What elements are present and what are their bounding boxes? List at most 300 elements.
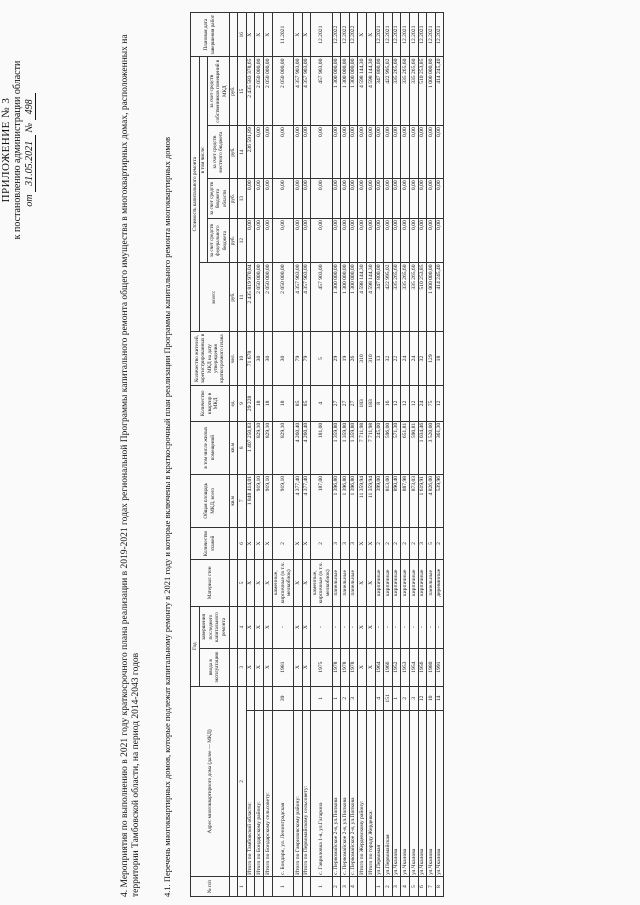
unit-living: кв.м xyxy=(229,421,238,474)
cell-num: 14 xyxy=(435,686,444,710)
cell-y2: - xyxy=(384,606,393,648)
cell-num: 39 xyxy=(272,686,293,710)
col-num: 10 xyxy=(238,331,247,385)
number-label: № xyxy=(24,122,35,133)
cell-y2: - xyxy=(392,606,401,648)
number-value: 498 xyxy=(24,93,36,120)
cell-fed: 0,00 xyxy=(427,219,436,263)
date-prefix: от xyxy=(24,194,35,207)
cell-wall: кирпичные xyxy=(384,560,393,606)
cell-area: 4 377,40 xyxy=(302,474,311,527)
housing-table xyxy=(190,12,444,897)
cell-fed: 0,00 xyxy=(435,219,444,263)
th-year-repair: завершения последнего капитального ремонта xyxy=(199,606,229,648)
unit-owners: руб. xyxy=(229,57,238,126)
cell-date: 11.2021 xyxy=(272,13,293,57)
cell-num xyxy=(246,686,255,710)
th-flats: Количество квартир в МКД xyxy=(191,386,230,421)
cell-n: 7 xyxy=(427,877,436,897)
cell-n xyxy=(246,877,255,897)
cell-fed: 0,00 xyxy=(384,219,393,263)
cell-y1: 1975 xyxy=(311,648,332,686)
cell-n: 8 xyxy=(435,877,444,897)
cell-fl: X xyxy=(293,527,302,559)
cell-num: 10 xyxy=(427,686,436,710)
col-num: 5 xyxy=(238,560,247,606)
cell-flats: 183 xyxy=(358,386,367,421)
cell-fed: 0,00 xyxy=(341,219,350,263)
cell-n: 1 xyxy=(311,877,332,897)
cell-flats: 27 xyxy=(349,386,358,421)
cell-wall: каменные, кирпичные (в т.ч. мелкоблок) xyxy=(272,560,293,606)
th-residents: Количество жителей, зарегистрированных в МКД на дату утверждения краткосрочного плана xyxy=(191,331,230,385)
cell-res: 310 xyxy=(366,331,375,385)
cell-wall: кирпичные xyxy=(418,560,427,606)
cell-res: 32 xyxy=(384,331,393,385)
cell-y1: 1978 xyxy=(341,648,350,686)
cell-date: X xyxy=(293,13,302,57)
table-row xyxy=(375,13,384,897)
cell-fl: 3 xyxy=(332,527,341,559)
cell-reg: 0,00 xyxy=(427,179,436,219)
cell-mun: 0,00 xyxy=(418,126,427,179)
cell-mun: 0,00 xyxy=(341,126,350,179)
unit-fed: руб. xyxy=(229,219,238,263)
cell-total: 1 300 000,00 xyxy=(341,263,350,332)
cell-y1: X xyxy=(358,648,367,686)
cell-fed: 0,00 xyxy=(246,219,255,263)
cell-fl: X xyxy=(263,527,272,559)
cell-own: 1 000 000,00 xyxy=(427,57,436,126)
cell-flats: 8 xyxy=(375,386,384,421)
cell-fed: 0,00 xyxy=(272,219,293,263)
cell-living: 1 407 250,83 xyxy=(246,421,255,474)
cell-y2: X xyxy=(293,606,302,648)
cell-living: 7 711,98 xyxy=(366,421,375,474)
cell-num: 2 xyxy=(401,686,410,710)
cell-addr: ул.Первомая xyxy=(375,711,384,877)
cell-y2: X xyxy=(246,606,255,648)
cell-flats: 24 xyxy=(418,386,427,421)
cell-y2: X xyxy=(358,606,367,648)
cell-n xyxy=(366,877,375,897)
cell-fed: 0,00 xyxy=(366,219,375,263)
col-num: 2 xyxy=(238,686,247,876)
cell-fl: X xyxy=(366,527,375,559)
cell-n: 6 xyxy=(418,877,427,897)
table-row xyxy=(302,13,311,897)
cell-area: 1 396,80 xyxy=(332,474,341,527)
cell-flats: 18 xyxy=(263,386,272,421)
cell-total: 4 357 903,00 xyxy=(302,263,311,332)
cell-num xyxy=(263,686,272,710)
section-4-1-heading: 4.1. Перечень многоквартирных домов, которые подлежат капитальному ремонту в 2021 году и которые включены в краткосрочный план реализации Программы капитального ремонта многоквартирных домов xyxy=(162,136,172,897)
cell-living: 596,00 xyxy=(384,421,393,474)
table-row xyxy=(418,13,427,897)
cell-res: 18 xyxy=(435,331,444,385)
cell-addr: ул.Чкалова xyxy=(409,711,418,877)
cell-area: 919,10 xyxy=(255,474,264,527)
cell-y2: - xyxy=(311,606,332,648)
cell-wall: панельные xyxy=(332,560,341,606)
cell-reg: 0,00 xyxy=(409,179,418,219)
cell-total: 2 050 000,00 xyxy=(263,263,272,332)
cell-addr: с. Первомайское 2-я, ул.Попкова xyxy=(332,711,341,877)
cell-fl: X xyxy=(255,527,264,559)
cell-flats: 16 xyxy=(384,386,393,421)
cell-y2: X xyxy=(366,606,375,648)
cell-wall: кирпичные xyxy=(401,560,410,606)
cell-flats: 12 xyxy=(409,386,418,421)
cell-mun: 0,00 xyxy=(384,126,393,179)
cell-own: 335 265,60 xyxy=(409,57,418,126)
cell-fed: 0,00 xyxy=(311,219,332,263)
cell-flats: 183 xyxy=(366,386,375,421)
cell-area: 813,00 xyxy=(384,474,393,527)
cell-living: 181,00 xyxy=(311,421,332,474)
cell-fed: 0,00 xyxy=(375,219,384,263)
cell-wall: X xyxy=(293,560,302,606)
cell-y2: X xyxy=(263,606,272,648)
cell-total: 510 253,85 xyxy=(418,263,427,332)
cell-addr: ул.Чкалова xyxy=(418,711,427,877)
th-living-area: в том числе жилых помещений xyxy=(191,421,230,474)
cell-n: 2 xyxy=(384,877,393,897)
cell-living: 4 260,40 xyxy=(302,421,311,474)
cell-n xyxy=(358,877,367,897)
cell-total: 457 903,00 xyxy=(311,263,332,332)
cell-fed: 0,00 xyxy=(263,219,272,263)
cell-y2: X xyxy=(302,606,311,648)
table-row xyxy=(358,13,367,897)
cell-wall: панельные xyxy=(349,560,358,606)
cell-y2: - xyxy=(272,606,293,648)
cell-res: 29 xyxy=(332,331,341,385)
cell-mun: 0,00 xyxy=(332,126,341,179)
cell-wall: кирпичные xyxy=(375,560,384,606)
cell-num: 1 xyxy=(311,686,332,710)
cell-own: 2 050 000,00 xyxy=(272,57,293,126)
cell-fl: 2 xyxy=(272,527,293,559)
cell-n: 1 xyxy=(272,877,293,897)
cell-fed: 0,00 xyxy=(418,219,427,263)
table-row xyxy=(392,13,401,897)
cell-mun: 0,00 xyxy=(366,126,375,179)
cell-total: 422 995,02 xyxy=(384,263,393,332)
cell-own: 335 265,60 xyxy=(392,57,401,126)
cell-fl: 3 xyxy=(418,527,427,559)
cell-area: 11 359,94 xyxy=(366,474,375,527)
cell-y2: - xyxy=(427,606,436,648)
th-cost-total: всего: xyxy=(199,263,229,332)
unit-area: кв.м xyxy=(229,474,238,527)
cell-total: 1 300 000,00 xyxy=(332,263,341,332)
th-cost-reg: за счет средств бюджета области xyxy=(208,179,229,219)
cell-flats: 12 xyxy=(435,386,444,421)
cell-reg: 0,00 xyxy=(302,179,311,219)
table-row xyxy=(427,13,436,897)
cell-own: 457 903,00 xyxy=(311,57,332,126)
cell-own: 414 245,40 xyxy=(435,57,444,126)
cell-y2: - xyxy=(349,606,358,648)
cell-date: 12.2021 xyxy=(427,13,436,57)
cell-area: 1 396,80 xyxy=(341,474,350,527)
cell-total: 2 435 819 970,04 xyxy=(246,263,255,332)
cell-area: 4 377,40 xyxy=(293,474,302,527)
cell-living: 571,30 xyxy=(392,421,401,474)
cell-date: X xyxy=(302,13,311,57)
cell-date: 12.2021 xyxy=(392,13,401,57)
cell-res: 30 xyxy=(272,331,293,385)
cell-mun: 0,00 xyxy=(358,126,367,179)
cell-flats: 18 xyxy=(272,386,293,421)
cell-area: 873,03 xyxy=(409,474,418,527)
cell-y1: 1952 xyxy=(392,648,401,686)
cell-n: 3 xyxy=(341,877,350,897)
cell-mun: 0,00 xyxy=(409,126,418,179)
cell-res: 79 xyxy=(293,331,302,385)
cell-wall: кирпичные xyxy=(409,560,418,606)
cell-date: 12.2021 xyxy=(418,13,427,57)
cell-addr: с. Бондари, ул. Ленинградская xyxy=(272,711,293,877)
th-floors: Количество этажей xyxy=(191,527,230,559)
unit-mun: руб. xyxy=(229,126,238,179)
cell-date: X xyxy=(263,13,272,57)
date-value: 31.05.2021 xyxy=(24,135,36,192)
cell-total: 1 300 000,00 xyxy=(349,263,358,332)
table-row xyxy=(401,13,410,897)
cell-reg: 0,00 xyxy=(349,179,358,219)
cell-flats: 85 xyxy=(302,386,311,421)
cell-addr: Итого по городу Жердевка: xyxy=(366,711,375,877)
cell-y2: - xyxy=(332,606,341,648)
cell-wall: X xyxy=(366,560,375,606)
cell-wall: деревянные xyxy=(435,560,444,606)
cell-n xyxy=(263,877,272,897)
cell-addr: с. Гавриловка 1-я, ул.Гагарина xyxy=(311,711,332,877)
cell-addr: Итого по Бондарскому сельсовету: xyxy=(263,711,272,877)
table-row xyxy=(341,13,350,897)
cell-date: 12.2021 xyxy=(435,13,444,57)
cell-y1: 1981 xyxy=(272,648,293,686)
col-num: 15 xyxy=(238,57,247,126)
appendix-date-line xyxy=(24,0,36,300)
cell-num: 3 xyxy=(409,686,418,710)
cell-y1: 1978 xyxy=(332,648,341,686)
cell-num xyxy=(366,686,375,710)
cell-reg: 0,00 xyxy=(392,179,401,219)
cell-fed: 0,00 xyxy=(302,219,311,263)
cell-y1: X xyxy=(302,648,311,686)
table-row xyxy=(293,13,302,897)
cell-num: 151 xyxy=(384,686,393,710)
cell-res: 13 xyxy=(375,331,384,385)
cell-wall: X xyxy=(263,560,272,606)
cell-flats: 12 xyxy=(401,386,410,421)
cell-fed: 0,00 xyxy=(401,219,410,263)
cell-fl: 2 xyxy=(401,527,410,559)
table-row xyxy=(409,13,418,897)
section-4-heading: 4. Мероприятия по выполнению в 2021 году краткосрочного плана реализации в 2019-2021 годах региональной Программы капитального ремонта общего имущества в многоквартирных домах, расположенных на территории Тамбовской области, на период 2014-2043 годов xyxy=(120,34,141,897)
cell-mun: 0,00 xyxy=(401,126,410,179)
cell-date: 12.2021 xyxy=(384,13,393,57)
cell-fl: 3 xyxy=(341,527,350,559)
cell-flats: 75 xyxy=(427,386,436,421)
cell-living: 1 359,80 xyxy=(349,421,358,474)
cell-wall: панельные xyxy=(427,560,436,606)
cell-num: 12 xyxy=(418,686,427,710)
cell-fl: 3 xyxy=(349,527,358,559)
cell-date: 12.2022 xyxy=(341,13,350,57)
cell-fl: 2 xyxy=(409,527,418,559)
cell-reg: 0,00 xyxy=(341,179,350,219)
cell-mun: 0,00 xyxy=(272,126,293,179)
th-cost-fed: за счет средств федерального бюджета xyxy=(208,219,229,263)
cell-fl: 2 xyxy=(311,527,332,559)
col-num: 6 xyxy=(238,527,247,559)
cell-living: 3 520,00 xyxy=(427,421,436,474)
cell-area: 539,96 xyxy=(435,474,444,527)
cell-area: 890,40 xyxy=(392,474,401,527)
cell-wall: X xyxy=(255,560,264,606)
cell-y1: X xyxy=(263,648,272,686)
cell-fl: X xyxy=(302,527,311,559)
header-row-1 xyxy=(191,13,200,897)
unit-flats: ед. xyxy=(229,386,238,421)
cell-fl: X xyxy=(358,527,367,559)
cell-fed: 0,00 xyxy=(349,219,358,263)
cell-res: 30 xyxy=(255,331,264,385)
cell-fed: 0,00 xyxy=(358,219,367,263)
cell-y1: 1964 xyxy=(375,648,384,686)
table-row xyxy=(263,13,272,897)
cell-addr: ул.Чкалова xyxy=(427,711,436,877)
cell-num: 1 xyxy=(392,686,401,710)
cell-own: 1 300 000,00 xyxy=(349,57,358,126)
cell-reg: 0,00 xyxy=(246,179,255,219)
cell-num: 3 xyxy=(349,686,358,710)
cell-n xyxy=(293,877,302,897)
cell-res: 19 xyxy=(341,331,350,385)
cell-date: 12.2021 xyxy=(311,13,332,57)
cell-y1: 1978 xyxy=(349,648,358,686)
cell-fl: 2 xyxy=(384,527,393,559)
cell-num xyxy=(302,686,311,710)
cell-addr: Итого по Бондарскому району: xyxy=(255,711,264,877)
cell-living: 590,81 xyxy=(409,421,418,474)
col-num: 3 xyxy=(238,648,247,686)
th-total-area: Общая площадь МКД, всего xyxy=(191,474,230,527)
unit-reg: руб. xyxy=(229,179,238,219)
cell-addr: Итого по Первомайскому сельсовету: xyxy=(302,711,311,877)
cell-y1: 1954 xyxy=(409,648,418,686)
cell-date: 12.2021 xyxy=(401,13,410,57)
cell-total: 2 050 000,00 xyxy=(272,263,293,332)
cell-n: 4 xyxy=(401,877,410,897)
cell-mun: 0,00 xyxy=(293,126,302,179)
table-row xyxy=(435,13,444,897)
cell-fed: 0,00 xyxy=(293,219,302,263)
cell-addr: Итого по Жердевскому району: xyxy=(358,711,367,877)
cell-total: 335 265,60 xyxy=(392,263,401,332)
cell-fed: 0,00 xyxy=(332,219,341,263)
cell-res: 79 xyxy=(302,331,311,385)
cell-n: 2 xyxy=(332,877,341,897)
cell-own: 4 357 903,00 xyxy=(293,57,302,126)
units-row xyxy=(229,13,238,897)
cell-wall: панельные xyxy=(341,560,350,606)
cell-num: 1 xyxy=(332,686,341,710)
cell-y2: - xyxy=(401,606,410,648)
th-year: Год xyxy=(191,606,200,686)
appendix-line: к постановлению администрации области xyxy=(12,60,23,240)
cell-living: 4 260,40 xyxy=(293,421,302,474)
cell-area: 887,98 xyxy=(401,474,410,527)
cell-flats: 85 xyxy=(293,386,302,421)
cell-mun: 0,00 xyxy=(349,126,358,179)
cell-reg: 0,00 xyxy=(418,179,427,219)
cell-total: 4 357 903,00 xyxy=(293,263,302,332)
cell-own: 1 300 000,00 xyxy=(341,57,350,126)
cell-y1: 1991 xyxy=(435,648,444,686)
cell-own: 4 357 903,00 xyxy=(302,57,311,126)
table-row xyxy=(349,13,358,897)
cell-fl: 2 xyxy=(392,527,401,559)
cell-num: 4 xyxy=(375,686,384,710)
cell-wall: кирпичные xyxy=(392,560,401,606)
cell-reg: 0,00 xyxy=(255,179,264,219)
col-num: 13 xyxy=(238,179,247,219)
cell-y1: 1953 xyxy=(401,648,410,686)
cell-reg: 0,00 xyxy=(293,179,302,219)
cell-total: 335 265,60 xyxy=(401,263,410,332)
cell-own: 2 050 000,00 xyxy=(263,57,272,126)
cell-total: 347 800,00 xyxy=(375,263,384,332)
cell-flats: 18 xyxy=(255,386,264,421)
cell-reg: 0,00 xyxy=(384,179,393,219)
cell-fl: 2 xyxy=(435,527,444,559)
cell-n: 5 xyxy=(409,877,418,897)
cell-n: 1 xyxy=(375,877,384,897)
cell-area: 919,10 xyxy=(272,474,293,527)
th-wall: Материал стен xyxy=(191,560,230,606)
cell-res: 26 xyxy=(349,331,358,385)
cell-fed: 0,00 xyxy=(392,219,401,263)
cell-y1: X xyxy=(366,648,375,686)
table-row xyxy=(272,13,293,897)
cell-reg: 0,00 xyxy=(272,179,293,219)
cell-y1: X xyxy=(246,648,255,686)
col-num: 9 xyxy=(238,386,247,421)
cell-mun: 0,00 xyxy=(375,126,384,179)
cell-own: 347 800,00 xyxy=(375,57,384,126)
col-num: 11 xyxy=(238,263,247,332)
cell-flats: 27 xyxy=(341,386,350,421)
cell-reg: 0,00 xyxy=(311,179,332,219)
cell-res: 22 xyxy=(392,331,401,385)
cell-y2: - xyxy=(409,606,418,648)
cell-total: 1 000 000,00 xyxy=(427,263,436,332)
cell-num: 2 xyxy=(341,686,350,710)
cell-n xyxy=(255,877,264,897)
cell-flats: 27 xyxy=(332,386,341,421)
cell-y1: 1966 xyxy=(384,648,393,686)
cell-living: 1 359,80 xyxy=(341,421,350,474)
cell-area: 187,00 xyxy=(311,474,332,527)
cell-mun: 0,00 xyxy=(311,126,332,179)
cell-y2: - xyxy=(435,606,444,648)
unit-total: руб. xyxy=(229,263,238,332)
